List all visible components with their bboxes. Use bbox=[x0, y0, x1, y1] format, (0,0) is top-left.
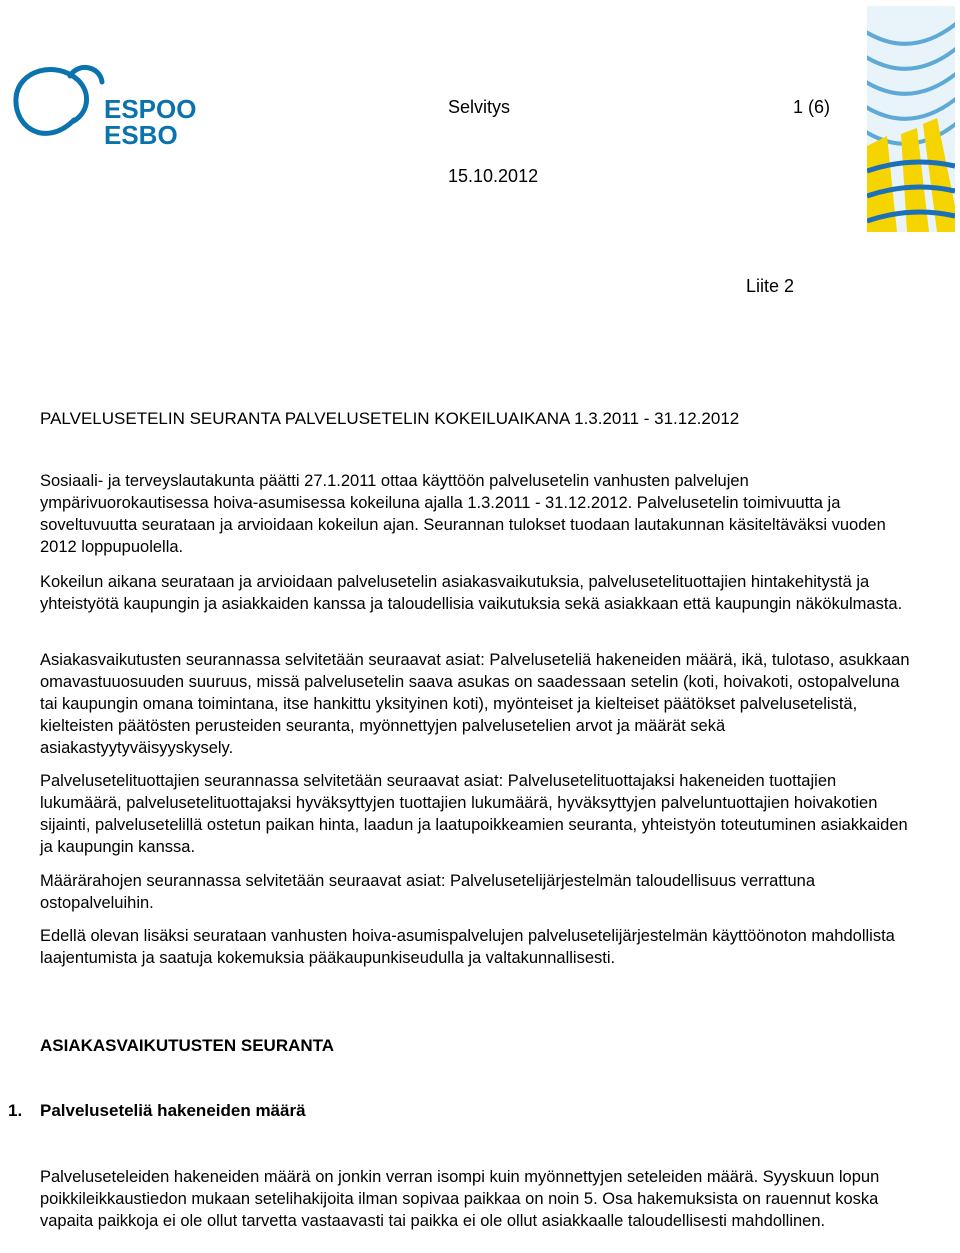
paragraph-additional bbox=[40, 925, 910, 969]
paragraph-text: Kokeilun aikana seurataan ja arvioidaan palvelusetelin asiakasvaikutuksia, palvelusetelituottajien hintakehitystä ja yhteistyötä kaupungin ja asiakkaiden kanssa ja taloudellisia vaikutuksia sekä asiakkaan että kaupungin näkökulmasta. bbox=[40, 573, 903, 613]
subsection-number: 1. bbox=[8, 1101, 23, 1120]
paragraph-evaluation bbox=[40, 571, 910, 615]
subsection-title: Palveluseteliä hakeneiden määrä bbox=[40, 1101, 306, 1120]
page-number: 1 (6) bbox=[793, 97, 831, 117]
paragraph-customer-effects bbox=[40, 649, 910, 759]
paragraph-text: Sosiaali- ja terveyslautakunta päätti 27.1.2011 ottaa käyttöön palvelusetelin vanhusten palvelujen ympärivuorokautisessa hoiva-asumisessa kokeiluna ajalla 1.3.2011 - 31.12.2012. Palvelusetelin toimivuutta ja soveltuvuutta seurataan ja arvioidaan kokeilun ajan. Seurannan tulokset tuodaan lautakunnan käsiteltäväksi vuoden 2012 loppupuolella. bbox=[40, 472, 886, 556]
section-heading: ASIAKASVAIKUTUSTEN SEURANTA bbox=[40, 1036, 335, 1055]
paragraph-intro bbox=[40, 470, 910, 558]
document-date: 15.10.2012 bbox=[448, 166, 539, 186]
document-title: PALVELUSETELIN SEURANTA PALVELUSETELIN KOKEILUAIKANA 1.3.2011 - 31.12.2012 bbox=[40, 409, 740, 428]
document-type: Selvitys bbox=[448, 97, 511, 117]
paragraph-text: Palveluseteleiden hakeneiden määrä on jonkin verran isompi kuin myönnettyjen seteleiden määrä. Syyskuun lopun poikkileikkaustiedon mukaan setelihakijoita ilman sopivaa paikkaa on noin 5. Osa hakemuksista on rauennut koska vapaita paikkoja ei ole ollut tarvetta vastaavasti tai paikka ei ole ollut asiakkaalle taloudellisesti mahdollinen. bbox=[40, 1168, 880, 1230]
paragraph-text: Edellä olevan lisäksi seurataan vanhusten hoiva-asumispalvelujen palvelusetelijärjestelmän käyttöönoton mahdollista laajentumista ja saatuja kokemuksia pääkaupunkiseudulla ja valtakunnallisesti. bbox=[40, 927, 895, 967]
subsection-heading bbox=[8, 1100, 306, 1122]
espoo-logo-mark bbox=[6, 58, 196, 158]
paragraph-providers bbox=[40, 770, 910, 858]
paragraph-applicants bbox=[40, 1166, 910, 1232]
espoo-logo bbox=[6, 58, 196, 158]
decorative-corner-image bbox=[867, 6, 955, 232]
paragraph-text: Palvelusetelituottajien seurannassa selvitetään seuraavat asiat: Palvelusetelituottajaksi hakeneiden tuottajien lukumäärä, palvelusetelituottajaksi hyväksyttyjen tuottajien lukumäärä, hyväksyttyjen palveluntuottajien hoivakotien sijainti, palvelusetelillä ostetun paikan hinta, laadun ja laatupoikkeamien seuranta, yhteistyön toteutuminen asiakkaiden ja kaupungin kanssa. bbox=[40, 772, 908, 856]
paragraph-text: Määrärahojen seurannassa selvitetään seuraavat asiat: Palvelusetelijärjestelmän taloudellisuus verrattuna ostopalveluihin. bbox=[40, 872, 816, 912]
logo-line1: ESPOO bbox=[104, 94, 196, 124]
logo-line2: ESBO bbox=[104, 120, 178, 150]
paragraph-appropriations bbox=[40, 870, 910, 914]
attachment-label: Liite 2 bbox=[746, 276, 795, 296]
paragraph-text: Asiakasvaikutusten seurannassa selvitetään seuraavat asiat: Palveluseteliä hakeneiden määrä, ikä, tulotaso, asukkaan omavastuuosuuden suuruus, missä palvelusetelin saava asukas on saadessaan setelin (koti, hoivakoti, ostopalveluna tai kaupungin omana toimintana, itse hankittu yksityinen koti), myönteiset ja kielteiset päätökset palvelusetelistä, kielteisten päätösten perusteiden seuranta, myönnettyjen palvelusetelien arvot ja määrät sekä asiakastyytyväisyyskysely. bbox=[40, 651, 910, 757]
